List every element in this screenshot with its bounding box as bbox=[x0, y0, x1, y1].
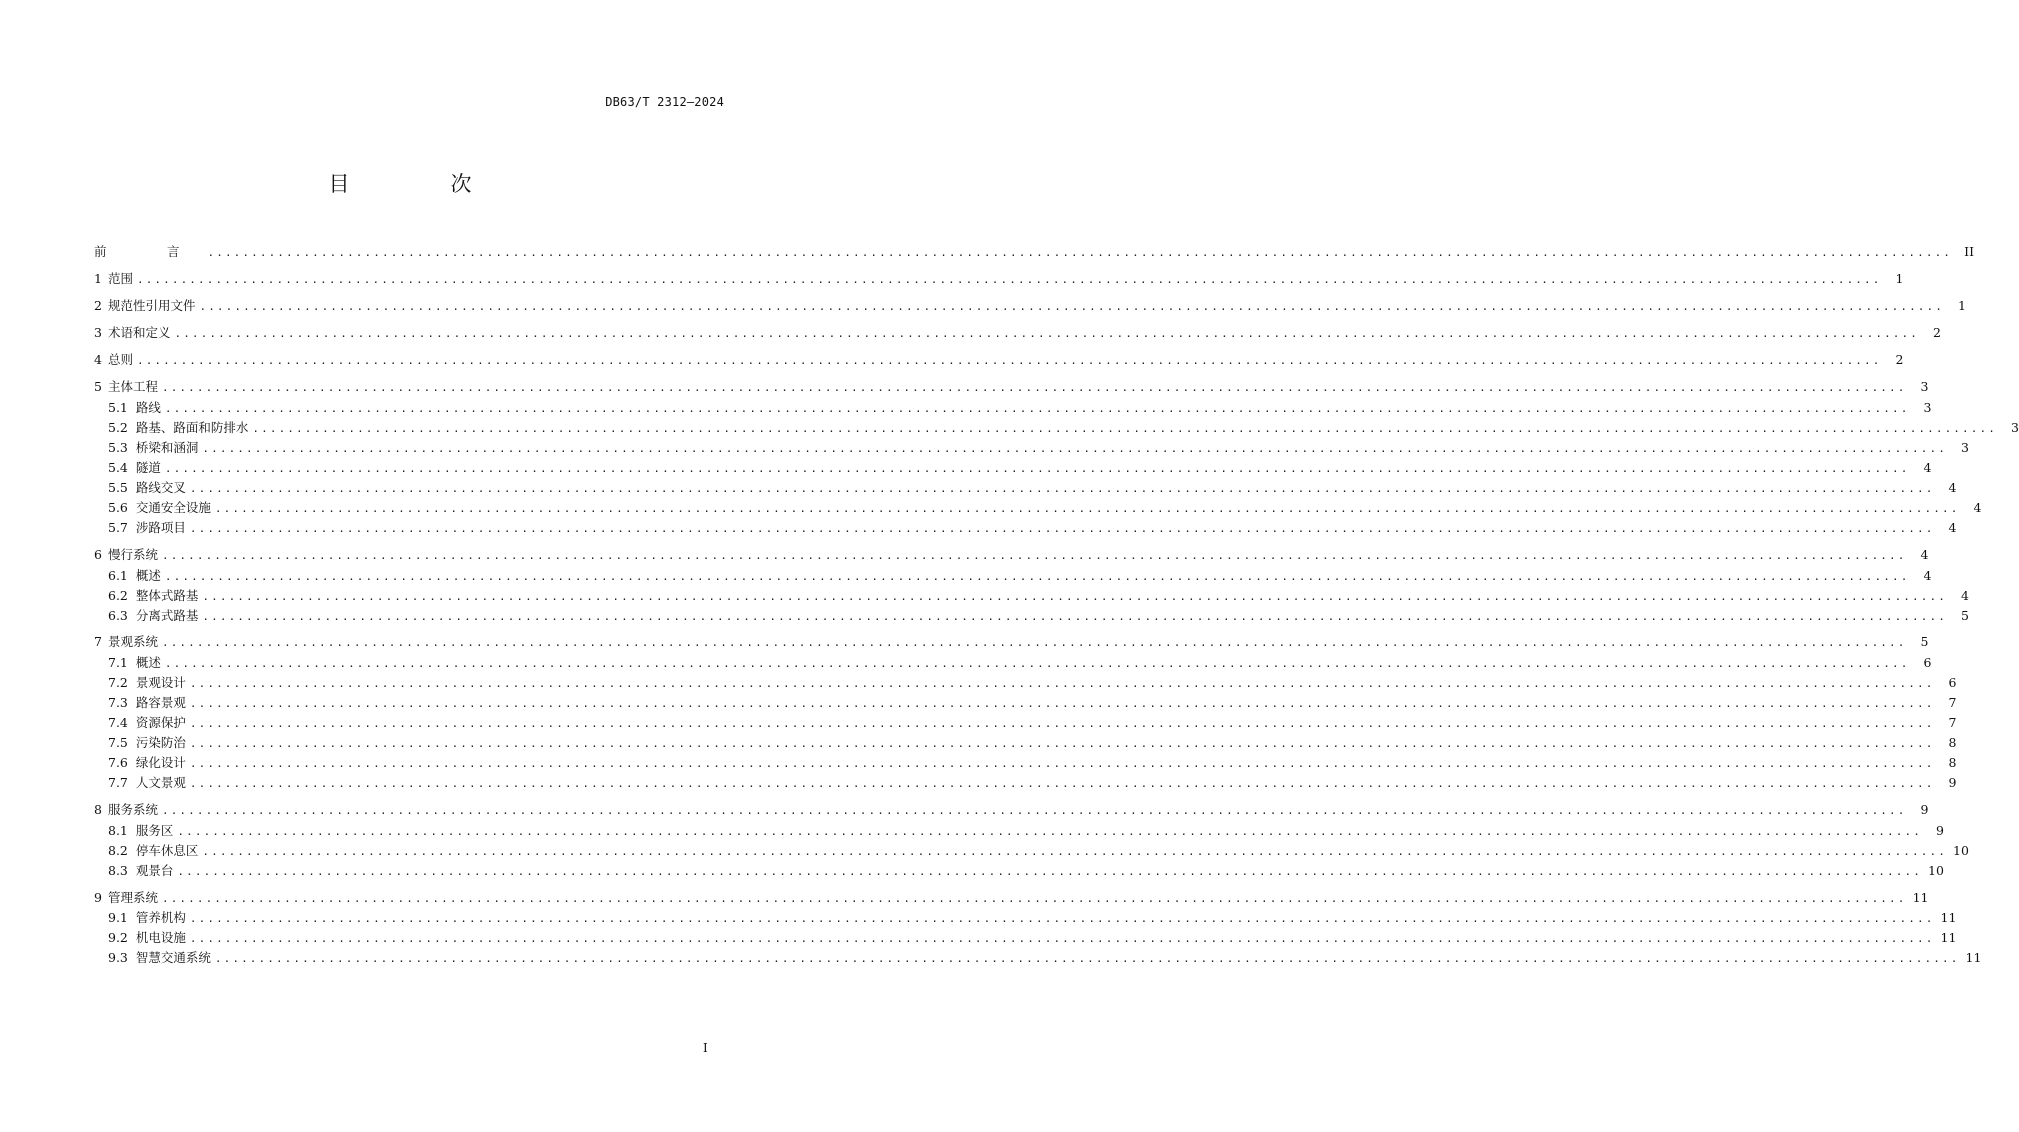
toc-leader-dots: ........................................................................................................................................................................................................ bbox=[189, 677, 1935, 690]
toc-entry-page: 9 bbox=[1920, 802, 1929, 817]
toc-entry[interactable] bbox=[108, 419, 2019, 437]
page-title: 目 次 bbox=[328, 172, 512, 196]
toc-entry-number: 7.3 bbox=[108, 695, 128, 710]
toc-entry-page: 10 bbox=[1953, 843, 1969, 858]
toc-entry-page: 3 bbox=[1920, 379, 1929, 394]
toc-entry-number: 5.3 bbox=[108, 440, 128, 455]
toc-leader-dots: ........................................................................................................................................................................................................ bbox=[136, 354, 1882, 367]
toc-entry-page: 2 bbox=[1933, 325, 1941, 340]
toc-entry-label: 观景台 bbox=[135, 863, 174, 878]
toc-entry-page: 5 bbox=[1960, 608, 1969, 623]
document-code: DB63/T 2312—2024 bbox=[605, 95, 724, 109]
toc-entry-label: 停车休息区 bbox=[135, 843, 199, 858]
toc-entry-number: 5.1 bbox=[108, 400, 128, 415]
toc-entry-number: 8 bbox=[94, 802, 102, 817]
toc-entry-page: 4 bbox=[1973, 500, 1982, 515]
toc-entry[interactable] bbox=[108, 714, 1957, 732]
toc-entry-page: 6 bbox=[1923, 655, 1932, 670]
toc-entry[interactable] bbox=[94, 546, 1929, 564]
toc-entry-page: 4 bbox=[1923, 568, 1932, 583]
toc-entry-label: 主体工程 bbox=[107, 379, 158, 394]
toc-entry-label: 污染防治 bbox=[135, 735, 186, 750]
toc-leader-dots: ........................................................................................................................................................................................................ bbox=[202, 845, 1947, 858]
toc-entry-label: 慢行系统 bbox=[107, 547, 158, 562]
toc-leader-dots: ........................................................................................................................................................................................................ bbox=[189, 717, 1935, 730]
toc-leader-dots: ........................................................................................................................................................................................................ bbox=[214, 952, 1960, 965]
toc-entry-page: 2 bbox=[1895, 352, 1904, 367]
toc-entry[interactable] bbox=[94, 297, 1966, 315]
toc-leader-dots: ........................................................................................................................................................................................................ bbox=[207, 246, 1953, 259]
toc-entry-page: 1 bbox=[1958, 298, 1966, 313]
toc-entry-number: 5 bbox=[94, 379, 102, 394]
toc-entry-label: 路容景观 bbox=[135, 695, 186, 710]
toc-leader-dots: ........................................................................................................................................................................................................ bbox=[164, 402, 1910, 415]
toc-entry-number: 8.1 bbox=[108, 823, 128, 838]
toc-entry-label: 规范性引用文件 bbox=[107, 298, 196, 313]
toc-leader-dots: ........................................................................................................................................................................................................ bbox=[252, 422, 1997, 435]
toc-entry-number: 9 bbox=[94, 890, 102, 905]
toc-leader-dots: ........................................................................................................................................................................................................ bbox=[161, 892, 1907, 905]
toc-entry-label: 路基、路面和防排水 bbox=[135, 420, 249, 435]
toc-entry-page: 11 bbox=[1912, 890, 1929, 905]
toc-entry-page: 4 bbox=[1923, 460, 1932, 475]
toc-leader-dots: ........................................................................................................................................................................................................ bbox=[189, 697, 1935, 710]
toc-entry-page: 7 bbox=[1948, 715, 1957, 730]
toc-entry-page: 7 bbox=[1948, 695, 1957, 710]
toc-entry-page: 9 bbox=[1935, 823, 1944, 838]
toc-entry[interactable] bbox=[94, 378, 1929, 396]
toc-entry[interactable] bbox=[108, 862, 1944, 880]
toc-entry-page: 4 bbox=[1948, 480, 1957, 495]
toc-entry[interactable] bbox=[94, 270, 1904, 288]
toc-entry[interactable] bbox=[108, 499, 1982, 517]
toc-entry-label: 管理系统 bbox=[107, 890, 158, 905]
toc-leader-dots: ........................................................................................................................................................................................................ bbox=[161, 636, 1907, 649]
toc-leader-dots: ........................................................................................................................................................................................................ bbox=[161, 804, 1907, 817]
toc-entry-label: 整体式路基 bbox=[135, 588, 199, 603]
toc-entry-number: 7.7 bbox=[108, 775, 128, 790]
toc-entry-label: 术语和定义 bbox=[107, 325, 171, 340]
toc-entry-number: 4 bbox=[94, 352, 102, 367]
toc-leader-dots: ........................................................................................................................................................................................................ bbox=[189, 737, 1935, 750]
toc-entry[interactable] bbox=[108, 822, 1944, 840]
toc-entry-number: 6.3 bbox=[108, 608, 128, 623]
toc-leader-dots: ........................................................................................................................................................................................................ bbox=[202, 590, 1947, 603]
toc-leader-dots: ........................................................................................................................................................................................................ bbox=[189, 757, 1935, 770]
toc-entry-label: 前 言 bbox=[94, 244, 204, 259]
toc-entry-page: II bbox=[1964, 244, 1975, 259]
toc-entry-number: 5.6 bbox=[108, 500, 128, 515]
toc-leader-dots: ........................................................................................................................................................................................................ bbox=[177, 825, 1922, 838]
toc-entry-label: 景观设计 bbox=[135, 675, 186, 690]
toc-entry[interactable] bbox=[94, 351, 1904, 369]
toc-entry-label: 绿化设计 bbox=[135, 755, 186, 770]
toc-entry-number: 6 bbox=[94, 547, 102, 562]
toc-entry-page: 6 bbox=[1948, 675, 1957, 690]
toc-entry-page: 11 bbox=[1965, 950, 1982, 965]
toc-entry-label: 管养机构 bbox=[135, 910, 186, 925]
toc-leader-dots: ........................................................................................................................................................................................................ bbox=[199, 300, 1944, 313]
toc-entry-number: 5.4 bbox=[108, 460, 128, 475]
toc-entry-page: 11 bbox=[1940, 910, 1957, 925]
toc-entry-number: 7.5 bbox=[108, 735, 128, 750]
toc-entry-page: 11 bbox=[1940, 930, 1957, 945]
toc-entry-number: 7.1 bbox=[108, 655, 128, 670]
toc-entry[interactable] bbox=[108, 654, 1932, 672]
toc-leader-dots: ........................................................................................................................................................................................................ bbox=[161, 381, 1907, 394]
toc-entry[interactable] bbox=[108, 754, 1957, 772]
toc-entry[interactable] bbox=[108, 567, 1932, 585]
toc-entry[interactable] bbox=[108, 607, 1969, 625]
toc-entry-page: 3 bbox=[1960, 440, 1969, 455]
toc-entry-page: 4 bbox=[1948, 520, 1957, 535]
toc-entry[interactable] bbox=[108, 734, 1957, 752]
toc-leader-dots: ........................................................................................................................................................................................................ bbox=[189, 482, 1935, 495]
toc-entry-label: 服务区 bbox=[135, 823, 174, 838]
toc-leader-dots: ........................................................................................................................................................................................................ bbox=[164, 570, 1910, 583]
toc-entry[interactable] bbox=[108, 587, 1969, 605]
toc-entry-label: 机电设施 bbox=[135, 930, 186, 945]
toc-entry-page: 4 bbox=[1920, 547, 1929, 562]
toc-entry[interactable] bbox=[108, 399, 1932, 417]
toc-entry-label: 概述 bbox=[135, 655, 161, 670]
page-number: I bbox=[703, 1041, 708, 1055]
toc-entry-label: 智慧交通系统 bbox=[135, 950, 211, 965]
toc-entry[interactable] bbox=[108, 694, 1957, 712]
toc-entry[interactable] bbox=[94, 889, 1929, 907]
toc-entry-number: 6.2 bbox=[108, 588, 128, 603]
toc-entry-page: 3 bbox=[1923, 400, 1932, 415]
toc-entry[interactable] bbox=[108, 929, 1957, 947]
toc-entry-number: 8.2 bbox=[108, 843, 128, 858]
toc-entry-label: 桥梁和涵洞 bbox=[135, 440, 199, 455]
toc-leader-dots: ........................................................................................................................................................................................................ bbox=[161, 549, 1907, 562]
toc-entry-label: 涉路项目 bbox=[135, 520, 186, 535]
toc-entry-label: 范围 bbox=[107, 271, 133, 286]
toc-entry-number: 7.4 bbox=[108, 715, 128, 730]
toc-entry-label: 分离式路基 bbox=[135, 608, 199, 623]
toc-entry-number: 9.1 bbox=[108, 910, 128, 925]
toc-entry-number: 7 bbox=[94, 634, 102, 649]
toc-entry-page: 4 bbox=[1960, 588, 1969, 603]
toc-leader-dots: ........................................................................................................................................................................................................ bbox=[189, 912, 1935, 925]
toc-entry-number: 5.2 bbox=[108, 420, 128, 435]
toc-entry-number: 7.2 bbox=[108, 675, 128, 690]
toc-entry[interactable] bbox=[108, 842, 1969, 860]
toc-entry-label: 交通安全设施 bbox=[135, 500, 211, 515]
toc-entry-label: 资源保护 bbox=[135, 715, 186, 730]
toc-entry-label: 概述 bbox=[135, 568, 161, 583]
toc-entry[interactable] bbox=[108, 774, 1957, 792]
toc-entry-page: 8 bbox=[1948, 735, 1957, 750]
toc-entry-page: 1 bbox=[1895, 271, 1904, 286]
toc-entry-page: 9 bbox=[1948, 775, 1957, 790]
toc-entry[interactable] bbox=[94, 801, 1929, 819]
toc-entry-number: 9.3 bbox=[108, 950, 128, 965]
toc-entry-number: 6.1 bbox=[108, 568, 128, 583]
toc-entry-number: 8.3 bbox=[108, 863, 128, 878]
toc-entry-number: 5.7 bbox=[108, 520, 128, 535]
toc-entry-page: 5 bbox=[1920, 634, 1929, 649]
toc-entry-number: 7.6 bbox=[108, 755, 128, 770]
toc-entry-label: 服务系统 bbox=[107, 802, 158, 817]
toc-leader-dots: ........................................................................................................................................................................................................ bbox=[136, 273, 1882, 286]
toc-entry[interactable] bbox=[108, 674, 1957, 692]
toc-entry[interactable] bbox=[108, 459, 1932, 477]
toc-leader-dots: ........................................................................................................................................................................................................ bbox=[189, 932, 1935, 945]
toc-entry-label: 路线 bbox=[135, 400, 161, 415]
toc-entry[interactable] bbox=[94, 243, 1975, 261]
toc-entry[interactable] bbox=[94, 324, 1941, 342]
toc-leader-dots: ........................................................................................................................................................................................................ bbox=[164, 657, 1910, 670]
toc-leader-dots: ........................................................................................................................................................................................................ bbox=[164, 462, 1910, 475]
toc-leader-dots: ........................................................................................................................................................................................................ bbox=[202, 610, 1947, 623]
toc-entry-label: 总则 bbox=[107, 352, 133, 367]
toc-entry-label: 隧道 bbox=[135, 460, 161, 475]
toc-entry-number: 9.2 bbox=[108, 930, 128, 945]
toc-entry-number: 2 bbox=[94, 298, 102, 313]
toc-entry-label: 景观系统 bbox=[107, 634, 158, 649]
toc-leader-dots: ........................................................................................................................................................................................................ bbox=[189, 777, 1935, 790]
toc-entry-label: 路线交叉 bbox=[135, 480, 186, 495]
toc-leader-dots: ........................................................................................................................................................................................................ bbox=[202, 442, 1947, 455]
toc-entry-page: 3 bbox=[2010, 420, 2019, 435]
toc-entry[interactable] bbox=[108, 909, 1957, 927]
toc-entry[interactable] bbox=[108, 479, 1957, 497]
toc-entry-number: 5.5 bbox=[108, 480, 128, 495]
toc-leader-dots: ........................................................................................................................................................................................................ bbox=[174, 327, 1919, 340]
toc-entry-number: 3 bbox=[94, 325, 102, 340]
toc-entry[interactable] bbox=[108, 949, 1982, 967]
toc-entry-page: 8 bbox=[1948, 755, 1957, 770]
toc-leader-dots: ........................................................................................................................................................................................................ bbox=[177, 865, 1922, 878]
toc-leader-dots: ........................................................................................................................................................................................................ bbox=[214, 502, 1960, 515]
toc-entry[interactable] bbox=[108, 439, 1969, 457]
toc-entry-number: 1 bbox=[94, 271, 102, 286]
toc-entry-label: 人文景观 bbox=[135, 775, 186, 790]
toc-entry[interactable] bbox=[94, 633, 1929, 651]
toc-leader-dots: ........................................................................................................................................................................................................ bbox=[189, 522, 1935, 535]
toc-entry[interactable] bbox=[108, 519, 1957, 537]
toc-entry-page: 10 bbox=[1928, 863, 1944, 878]
